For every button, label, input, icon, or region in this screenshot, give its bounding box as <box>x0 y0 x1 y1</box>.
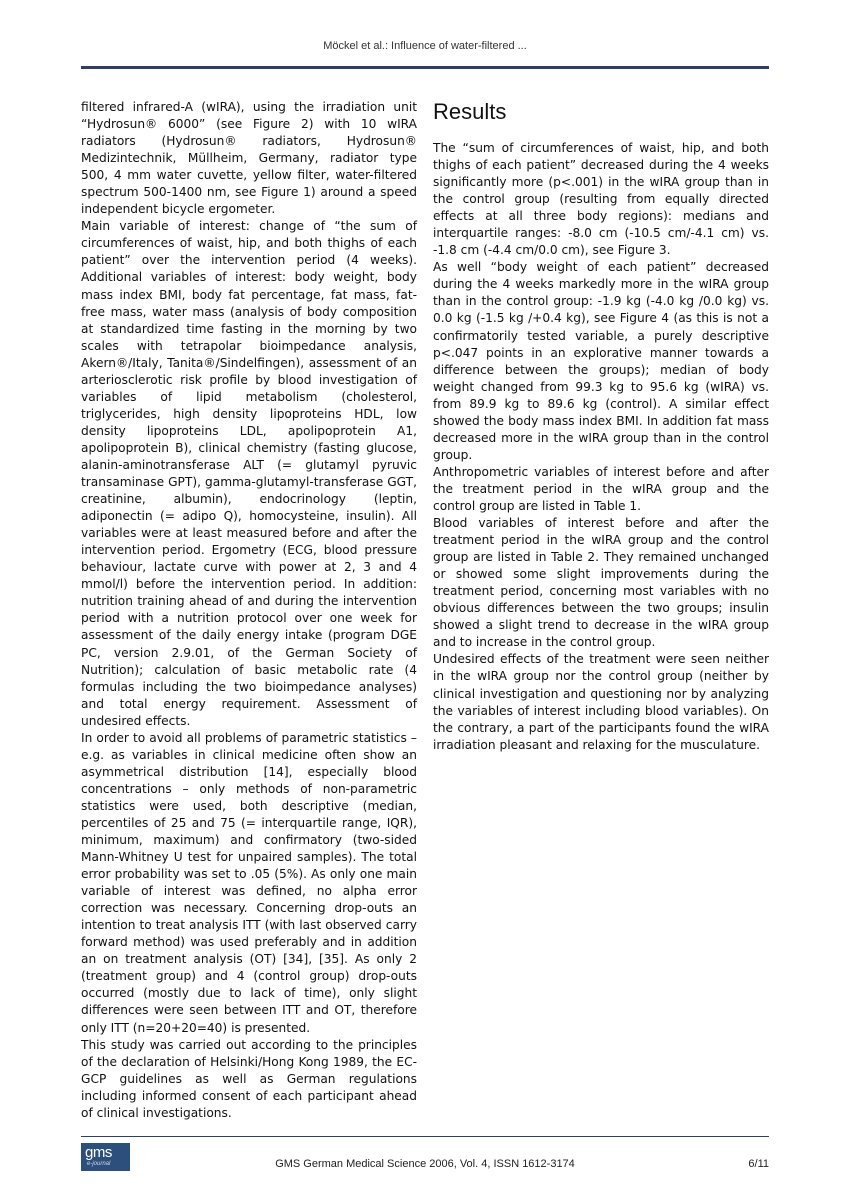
logo-text: gms <box>85 1144 112 1161</box>
paragraph: As well “body weight of each patient” decreased during the 4 weeks markedly more in the wIRA group than in the control group: -1.9 kg (-4.0 kg /0.0 kg) vs. 0.0 kg (-1.5 kg /+0.4 kg), see Figure 4 (as this is not a confirmatorily tested variable, a purely descriptive p<.047 points in an explorative manner towards a difference between the groups); median of body weight changed from 99.3 kg to 95.6 kg (wIRA) vs. from 89.9 kg to 89.6 kg (control). A similar effect showed the body mass index BMI. In addition fat mass decreased more in the wIRA group than in the control group. <box>433 260 769 462</box>
footer-rule <box>81 1136 769 1137</box>
paragraph: This study was carried out according to the principles of the declaration of Helsinki/Hong Kong 1989, the EC-GCP guidelines as well as German regulations including informed consent of each participant ahead of clinical investigations. <box>81 1037 417 1120</box>
paragraph: Anthropometric variables of interest before and after the treatment period in the wIRA group and the control group are listed in Table 1. <box>433 464 769 513</box>
journal-citation: GMS German Medical Science 2006, Vol. 4, ISSN 1612-3174 <box>275 1158 575 1170</box>
right-column <box>433 99 769 754</box>
paragraph: Blood variables of interest before and after the treatment period in the wIRA group and the control group are listed in Table 2. They remained unchanged or showed some slight improvements during the treatment period, concerning most variables with no obvious differences between the two groups; insulin showed a slight trend to decrease in the wIRA group and to increase in the control group. <box>433 516 769 650</box>
page-number: 6/11 <box>748 1158 769 1170</box>
logo-subtext: e-journal <box>87 1161 111 1167</box>
paragraph: Main variable of interest: change of “the sum of circumferences of waist, hip, and both thighs of each patient” over the intervention period (4 weeks). Additional variables of interest: body weight, body mass index BMI, body fat percentage, fat mass, fat-free mass, water mass (analysis of body composition at standardized time fasting in the morning by two scales with tetrapolar bioimpedance analysis, Akern®/Italy, Tanita®/Sindelfingen), assessment of an arteriosclerotic risk profile by blood investigation of variables of lipid metabolism (cholesterol, triglycerides, high density lipoproteins HDL, low density lipoproteins LDL, apolipoprotein A1, apolipoprotein B), clinical chemistry (fasting glucose, alanin-aminotransferase ALT (= glutamyl pyruvic transaminase GPT), gamma-glutamyl-transferase GGT, creatinine, albumin), endocrinology (leptin, adiponectin (= adipo Q), homocysteine, insulin). All variables were at least measured before and after the intervention period. Ergometry (ECG, blood pressure behaviour, lactate curve with power at 2, 3 and 4 mmol/l) before the intervention period. In addition: nutrition training ahead of and during the intervention period with a nutrition protocol over one week for assessment of the daily energy intake (program DGE PC, version 2.9.01, of the German Society of Nutrition); calculation of basic metabolic rate (4 formulas including the two bioimpedance analyses) and total energy requirement. Assessment of undesired effects. <box>81 219 417 728</box>
paragraph: filtered infrared-A (wIRA), using the irradiation unit “Hydrosun® 6000” (see Figure 2) with 10 wIRA radiators (Hydrosun® radiators, Hydrosun® Medizintechnik, Müllheim, Germany, radiator type 500, 4 mm water cuvette, yellow filter, water-filtered spectrum 500-1400 nm, see Figure 1) around a speed independent bicycle ergometer. <box>81 100 417 217</box>
paragraph: The “sum of circumferences of waist, hip, and both thighs of each patient” decreased during the 4 weeks significantly more (p<.001) in the wIRA group than in the control group (resulting from equally directed effects at all three body regions): medians and interquartile ranges: -8.0 cm (-10.5 cm/-4.1 cm) vs. -1.8 cm (-4.4 cm/0.0 cm), see Figure 3. <box>433 141 769 258</box>
paragraph: Undesired effects of the treatment were seen neither in the wIRA group nor the control group (neither by clinical investigation and questioning nor by analyzing the variables of interest including blood variables). On the contrary, a part of the participants found the wIRA irradiation pleasant and relaxing for the musculature. <box>433 652 769 752</box>
header-rule <box>81 66 769 69</box>
paragraph: In order to avoid all problems of parametric statistics – e.g. as variables in clinical medicine often show an asymmetrical distribution [14], especially blood concentrations – only methods of non-parametric statistics were used, both descriptive (median, percentiles of 25 and 75 (= interquartile range, IQR), minimum, maximum) and confirmatory (two-sided Mann-Whitney U test for unpaired samples). The total error probability was set to .05 (5%). As only one main variable of interest was defined, no alpha error correction was necessary. Concerning drop-outs an intention to treat analysis ITT (with last observed carry forward method) was used preferably and in addition an on treatment analysis (OT) [34], [35]. As only 2 (treatment group) and 4 (control group) drop-outs occurred (mostly due to lack of time), only slight differences were seen between ITT and OT, therefore only ITT (n=20+20=40) is presented. <box>81 730 417 1035</box>
section-heading-results: Results <box>433 99 507 124</box>
left-column <box>81 99 417 1122</box>
running-header: Möckel et al.: Influence of water-filtered ... <box>323 40 527 52</box>
